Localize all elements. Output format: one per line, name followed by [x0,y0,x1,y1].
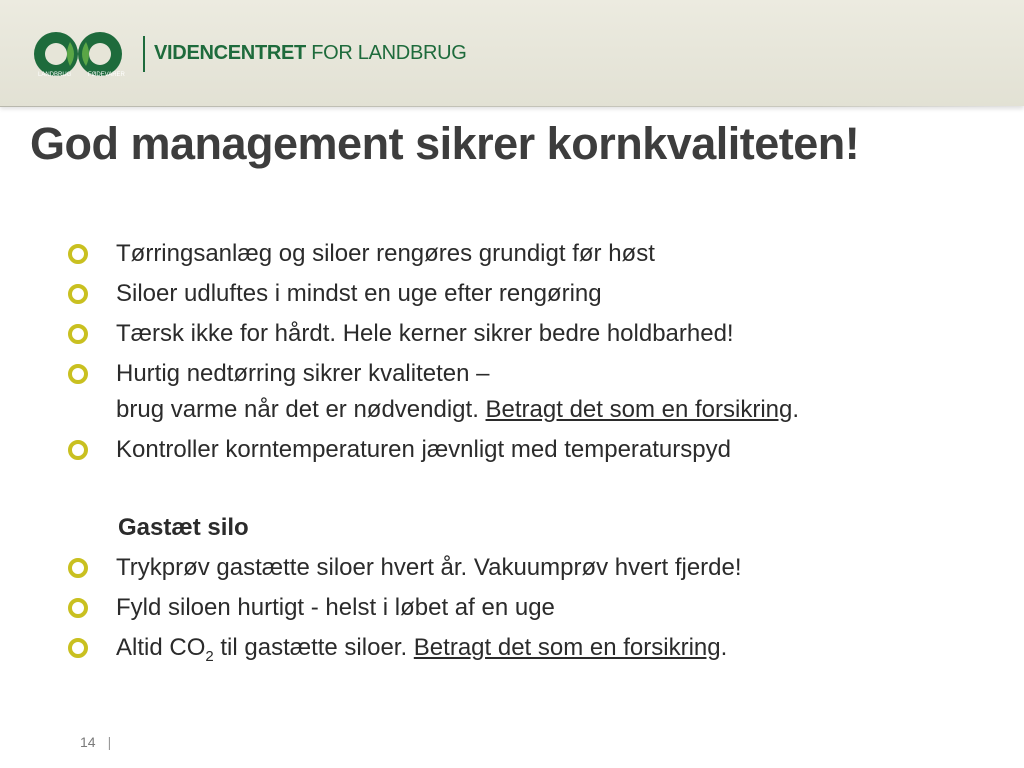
co2-subscript: 2 [205,648,214,665]
bullet-item [68,630,968,666]
bullet-ring-icon [68,598,88,618]
logo-rings-icon [30,28,140,80]
bullet-item [68,276,968,312]
bullet-text: Tørringsanlæg og siloer rengøres grundigt før høst [116,240,655,267]
bullet-ring-icon [68,364,88,384]
bullet-item [68,590,968,626]
page-number: 14 [80,734,96,750]
logo-ring-text-left: LANDBRUG [38,72,72,78]
logo [30,28,467,80]
bullet-item [68,356,968,428]
bullet-list [68,236,968,670]
organization-name-bold: VIDENCENTRET [154,42,306,64]
bullet-item [68,432,968,468]
bullet-text-line-2 [116,392,968,428]
bullet-text-line-1: Hurtig nedtørring sikrer kvaliteten – [116,360,490,387]
organization-name-rest: FOR LANDBRUG [305,42,467,64]
bullet-text: brug varme når det er nødvendigt. [116,396,486,423]
logo-divider [143,36,145,72]
footer-separator: | [107,734,112,750]
logo-ring-text-right: FØDEVARER [88,72,125,78]
bullet-ring-icon [68,324,88,344]
slide-title: God management sikrer kornkvaliteten! [30,118,860,169]
bullet-text: Siloer udluftes i mindst en uge efter rengøring [116,280,602,307]
header-band [0,0,1024,106]
organization-name [154,42,467,65]
bullet-text: Kontroller korntemperaturen jævnligt med temperaturspyd [116,436,731,463]
bullet-ring-icon [68,284,88,304]
bullet-item [68,316,968,352]
section-subheading: Gastæt silo [118,514,249,541]
bullet-ring-icon [68,244,88,264]
bullet-text: Fyld siloen hurtigt - helst i løbet af en uge [116,594,555,621]
insurance-link-text: Betragt det som en forsikring [485,396,793,423]
co2-suffix: til gastætte siloer. [213,634,414,661]
bullet-text [116,630,968,666]
insurance-link-text: Betragt det som en forsikring [413,634,721,661]
bullet-text: Trykprøv gastætte siloer hvert år. Vakuumprøv hvert fjerde! [116,554,742,581]
bullet-end: . [720,634,728,661]
spacer [68,472,968,510]
bullet-ring-icon [68,558,88,578]
co2-prefix: Altid CO [116,634,206,661]
bullet-item [68,236,968,272]
bullet-end: . [792,396,800,423]
footer [80,734,111,750]
bullet-item [68,550,968,586]
bullet-text: Tærsk ikke for hårdt. Hele kerner sikrer bedre holdbarhed! [116,320,734,347]
bullet-ring-icon [68,440,88,460]
bullet-ring-icon [68,638,88,658]
